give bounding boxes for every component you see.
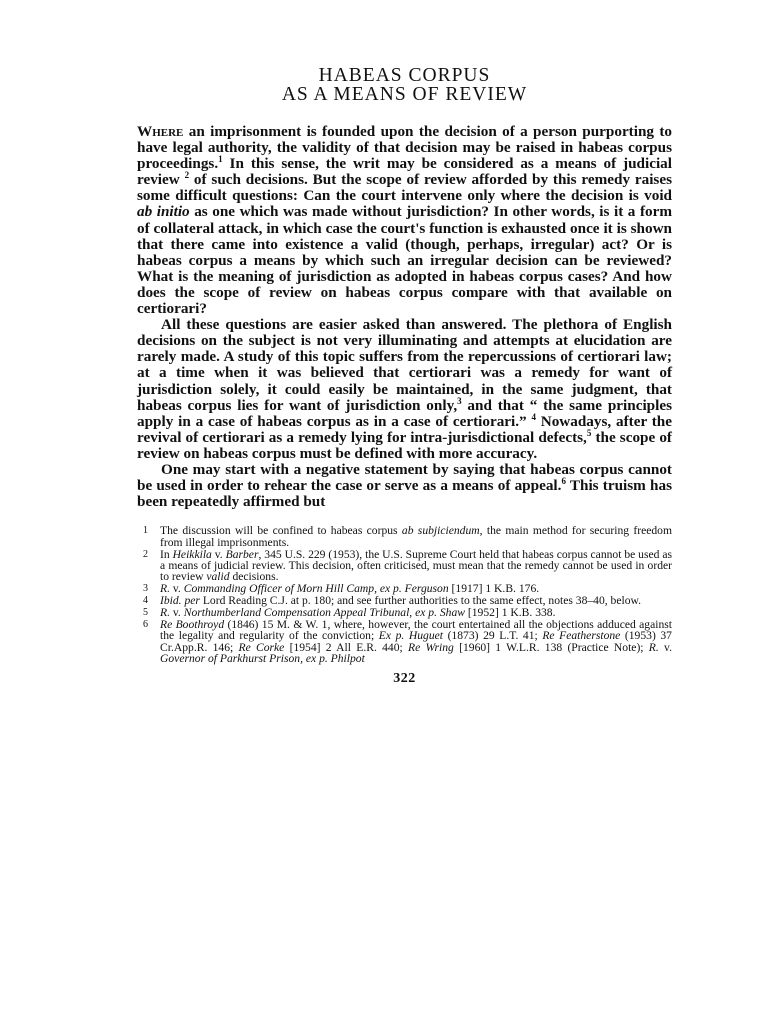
footnote-ref: 1 — [218, 154, 223, 165]
footnote-ref: 4 — [531, 411, 536, 422]
paragraph-1: Where an imprisonment is founded upon the decision of a person purporting to have legal authority, the validity of that decision may be raised in habeas corpus proceedings.$^1$ In this sense, the writ may be considered as a means of judicial review $^2$ of such decisions. But the scope of review afforded by this remedy raises some difficult questions: Can the court intervene only where the decision is void ab initio as one which was made without jurisdiction? In other words, is it a form of collateral attack, in which case the court's function is exhausted once it is shown that there came into existence a valid (though, perhaps, irregular) act? Or is habeas corpus a means by which such an irregular decision can be reviewed? What is the meaning of jurisdiction as adopted in habeas corpus cases? And how does the scope of review on habeas corpus compare with that available on certiorari? — [137, 123, 672, 318]
footnote — [137, 619, 672, 665]
footnote — [137, 595, 672, 606]
footnote — [137, 607, 672, 618]
footnote-text: Re Boothroyd (1846) 15 M. & W. 1, where, however, the court entertained all the objections adduced against the legality and regularity of the conviction; Ex p. Huguet (1873) 29 L.T. 41; Re Featherstone (1953) 37 Cr.App.R. 146; Re Corke [1954] 2 All E.R. 440; Re Wring [1960] 1 W.L.R. 138 (Practice Note); R. v. Governor of Parkhurst Prison, ex p. Philpot — [160, 618, 672, 666]
footnote-number: 4 — [143, 595, 148, 607]
footnote-number: 3 — [143, 583, 148, 595]
footnote-text: R. v. Commanding Officer of Morn Hill Camp, ex p. Ferguson [1917] 1 K.B. 176. — [160, 582, 540, 596]
footnote-ref: 3 — [457, 395, 462, 406]
paragraph-3: One may start with a negative statement by saying that habeas corpus cannot be used in order to rehear the case or serve as a means of appeal.$^6$ This truism has been repeatedly affirmed but — [137, 460, 672, 511]
document-page — [137, 66, 672, 687]
footnote-text: R. v. Northumberland Compensation Appeal Tribunal, ex p. Shaw [1952] 1 K.B. 338. — [160, 606, 556, 620]
footnote-text: Ibid. per Lord Reading C.J. at p. 180; and see further authorities to the same effect, notes 38–40, below. — [160, 594, 642, 608]
footnote-text: In Heikkila v. Barber, 345 U.S. 229 (1953), the U.S. Supreme Court held that habeas corpus cannot be used as a means of judicial review. This decision, often criticised, must mean that the remedy cannot be used in order to review valid decisions. — [160, 547, 672, 584]
title-line-2: AS A MEANS OF REVIEW — [281, 84, 528, 105]
page-number: 322 — [393, 670, 416, 686]
footnote-ref: 5 — [586, 427, 592, 438]
footnote — [137, 549, 672, 583]
footnote-number: 6 — [143, 619, 148, 630]
footnotes — [137, 525, 672, 664]
footnote-ref: 6 — [561, 476, 566, 486]
footnote-number: 1 — [143, 525, 148, 537]
article-body — [137, 124, 672, 510]
article-title — [137, 66, 672, 104]
footnote — [137, 525, 672, 548]
footnote-ref: 2 — [184, 170, 190, 181]
title-line-1: HABEAS CORPUS — [318, 65, 491, 86]
paragraph-2: All these questions are easier asked than answered. The plethora of English decisions on the subject is not very illuminating and attempts at elucidation are rarely made. A study of this topic suffers from the repercussions of certiorari law; at a time when it was believed that certiorari was a remedy for want of jurisdiction solely, it could easily be maintained, in the same judgment, that habeas corpus lies for want of jurisdiction only,$^3$ and that “ the same principles apply in a case of habeas corpus as in a case of certiorari.” $^4$ Nowadays, after the revival of certiorari as a remedy lying for intra-jurisdictional defects,$^5$ the scope of review on habeas corpus must be defined with more accuracy. — [137, 316, 672, 462]
footnote-number: 2 — [143, 548, 148, 560]
footnote-text: The discussion will be confined to habeas corpus ab subjiciendum, the main method for securing freedom from illegal imprisonments. — [160, 524, 672, 549]
footnote — [137, 583, 672, 594]
footnote-number: 5 — [143, 607, 148, 619]
lead-word: Where — [137, 123, 184, 140]
